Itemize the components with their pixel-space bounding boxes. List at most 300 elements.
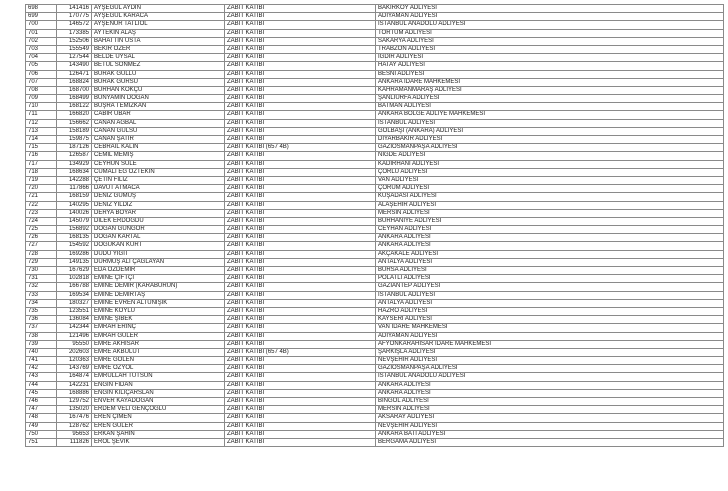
job-title-cell: ZABIT KATİBİ xyxy=(225,13,376,21)
full-name-cell: EMRE GÖLEN xyxy=(92,357,225,365)
table-row xyxy=(26,291,724,299)
assigned-court-cell: VAN ADLİYESİ xyxy=(376,176,724,184)
personnel-table xyxy=(25,4,724,447)
assigned-court-cell: ŞANLIURFA ADLİYESİ xyxy=(376,95,724,103)
table-row xyxy=(26,324,724,332)
full-name-cell: DERYA BOYAR xyxy=(92,209,225,217)
assigned-court-cell: ANKARA ADLİYESİ xyxy=(376,234,724,242)
table-row xyxy=(26,111,724,119)
full-name-cell: CANAN AĞBAL xyxy=(92,119,225,127)
personnel-table-body xyxy=(26,5,724,447)
full-name-cell: EMİNE DEMİR (KARABURUN) xyxy=(92,283,225,291)
row-number-cell: 733 xyxy=(26,291,57,299)
full-name-cell: EREN ÇİMEN xyxy=(92,414,225,422)
table-row xyxy=(26,283,724,291)
assigned-court-cell: İSTANBUL ADLİYESİ xyxy=(376,119,724,127)
full-name-cell: EMİNE DEMİRTAŞ xyxy=(92,291,225,299)
row-number-cell: 714 xyxy=(26,136,57,144)
assigned-court-cell: CEYHAN ADLİYESİ xyxy=(376,226,724,234)
row-number-cell: 748 xyxy=(26,414,57,422)
registry-number-cell: 140295 xyxy=(57,201,92,209)
full-name-cell: CANAN GÜLSÜ xyxy=(92,127,225,135)
assigned-court-cell: SAKARYA ADLİYESİ xyxy=(376,37,724,45)
row-number-cell: 721 xyxy=(26,193,57,201)
assigned-court-cell: BERGAMA ADLİYESİ xyxy=(376,438,724,446)
assigned-court-cell: AKÇAKALE ADLİYESİ xyxy=(376,250,724,258)
assigned-court-cell: NEVŞEHİR ADLİYESİ xyxy=(376,357,724,365)
row-number-cell: 704 xyxy=(26,54,57,62)
assigned-court-cell: AKSARAY ADLİYESİ xyxy=(376,414,724,422)
full-name-cell: EMİNE ŞİBEK xyxy=(92,316,225,324)
job-title-cell: ZABIT KATİBİ xyxy=(225,136,376,144)
registry-number-cell: 121496 xyxy=(57,332,92,340)
registry-number-cell: 120363 xyxy=(57,357,92,365)
job-title-cell: ZABIT KATİBİ xyxy=(225,340,376,348)
row-number-cell: 732 xyxy=(26,283,57,291)
job-title-cell: ZABIT KATİBİ xyxy=(225,37,376,45)
row-number-cell: 745 xyxy=(26,389,57,397)
row-number-cell: 711 xyxy=(26,111,57,119)
row-number-cell: 702 xyxy=(26,37,57,45)
table-row xyxy=(26,406,724,414)
registry-number-cell: 123551 xyxy=(57,307,92,315)
assigned-court-cell: ÇORUM ADLİYESİ xyxy=(376,185,724,193)
full-name-cell: BEKİR ÖZER xyxy=(92,45,225,53)
assigned-court-cell: HAZRO ADLİYESİ xyxy=(376,307,724,315)
registry-number-cell: 166820 xyxy=(57,111,92,119)
table-row xyxy=(26,37,724,45)
row-number-cell: 744 xyxy=(26,381,57,389)
assigned-court-cell: KAYSERİ ADLİYESİ xyxy=(376,316,724,324)
table-row xyxy=(26,152,724,160)
job-title-cell: ZABIT KATİBİ (657 4B) xyxy=(225,144,376,152)
row-number-cell: 751 xyxy=(26,438,57,446)
registry-number-cell: 126587 xyxy=(57,152,92,160)
row-number-cell: 718 xyxy=(26,168,57,176)
table-row xyxy=(26,299,724,307)
job-title-cell: ZABIT KATİBİ xyxy=(225,29,376,37)
full-name-cell: ERDEM VELİ GENÇOĞLU xyxy=(92,406,225,414)
job-title-cell: ZABIT KATİBİ xyxy=(225,234,376,242)
table-row xyxy=(26,373,724,381)
registry-number-cell: 102818 xyxy=(57,275,92,283)
assigned-court-cell: GÖLBAŞI (ANKARA) ADLİYESİ xyxy=(376,127,724,135)
table-row xyxy=(26,201,724,209)
assigned-court-cell: NEVŞEHİR ADLİYESİ xyxy=(376,422,724,430)
table-row xyxy=(26,381,724,389)
full-name-cell: CEBRAİL KALIN xyxy=(92,144,225,152)
table-row xyxy=(26,160,724,168)
job-title-cell: ZABIT KATİBİ xyxy=(225,45,376,53)
row-number-cell: 730 xyxy=(26,267,57,275)
full-name-cell: BURAK GÜRSU xyxy=(92,78,225,86)
row-number-cell: 719 xyxy=(26,176,57,184)
full-name-cell: DAVUT ATMACA xyxy=(92,185,225,193)
full-name-cell: AYŞENUR TATLIOL xyxy=(92,21,225,29)
table-row xyxy=(26,332,724,340)
row-number-cell: 713 xyxy=(26,127,57,135)
job-title-cell: ZABIT KATİBİ xyxy=(225,299,376,307)
assigned-court-cell: GAZİOSMANPAŞA ADLİYESİ xyxy=(376,365,724,373)
full-name-cell: EMRE AKHİSAR xyxy=(92,340,225,348)
table-row xyxy=(26,389,724,397)
table-row xyxy=(26,45,724,53)
assigned-court-cell: MERSİN ADLİYESİ xyxy=(376,209,724,217)
assigned-court-cell: ALAŞEHİR ADLİYESİ xyxy=(376,201,724,209)
table-row xyxy=(26,54,724,62)
table-row xyxy=(26,365,724,373)
table-row xyxy=(26,70,724,78)
row-number-cell: 729 xyxy=(26,258,57,266)
full-name-cell: EROL ŞEVİK xyxy=(92,438,225,446)
table-row xyxy=(26,78,724,86)
table-row xyxy=(26,5,724,13)
row-number-cell: 707 xyxy=(26,78,57,86)
job-title-cell: ZABIT KATİBİ xyxy=(225,307,376,315)
job-title-cell: ZABIT KATİBİ xyxy=(225,373,376,381)
job-title-cell: ZABIT KATİBİ xyxy=(225,267,376,275)
row-number-cell: 712 xyxy=(26,119,57,127)
full-name-cell: DUDU YİĞİT xyxy=(92,250,225,258)
registry-number-cell: 142344 xyxy=(57,324,92,332)
table-row xyxy=(26,430,724,438)
registry-number-cell: 156892 xyxy=(57,226,92,234)
registry-number-cell: 95653 xyxy=(57,430,92,438)
job-title-cell: ZABIT KATİBİ xyxy=(225,389,376,397)
job-title-cell: ZABIT KATİBİ xyxy=(225,258,376,266)
job-title-cell: ZABIT KATİBİ xyxy=(225,86,376,94)
registry-number-cell: 111826 xyxy=(57,438,92,446)
row-number-cell: 700 xyxy=(26,21,57,29)
job-title-cell: ZABIT KATİBİ xyxy=(225,430,376,438)
row-number-cell: 738 xyxy=(26,332,57,340)
registry-number-cell: 168159 xyxy=(57,193,92,201)
job-title-cell: ZABIT KATİBİ xyxy=(225,357,376,365)
job-title-cell: ZABIT KATİBİ (657 4B) xyxy=(225,348,376,356)
table-row xyxy=(26,95,724,103)
assigned-court-cell: BESNİ ADLİYESİ xyxy=(376,70,724,78)
job-title-cell: ZABIT KATİBİ xyxy=(225,226,376,234)
table-row xyxy=(26,316,724,324)
table-row xyxy=(26,438,724,446)
row-number-cell: 742 xyxy=(26,365,57,373)
job-title-cell: ZABIT KATİBİ xyxy=(225,119,376,127)
row-number-cell: 731 xyxy=(26,275,57,283)
assigned-court-cell: BATMAN ADLİYESİ xyxy=(376,103,724,111)
registry-number-cell: 126471 xyxy=(57,70,92,78)
table-row xyxy=(26,21,724,29)
row-number-cell: 698 xyxy=(26,5,57,13)
assigned-court-cell: İĞDIR ADLİYESİ xyxy=(376,54,724,62)
job-title-cell: ZABIT KATİBİ xyxy=(225,78,376,86)
row-number-cell: 699 xyxy=(26,13,57,21)
table-row xyxy=(26,176,724,184)
registry-number-cell: 146572 xyxy=(57,21,92,29)
assigned-court-cell: ADIYAMAN ADLİYESİ xyxy=(376,332,724,340)
job-title-cell: ZABIT KATİBİ xyxy=(225,406,376,414)
job-title-cell: ZABIT KATİBİ xyxy=(225,95,376,103)
job-title-cell: ZABIT KATİBİ xyxy=(225,127,376,135)
job-title-cell: ZABIT KATİBİ xyxy=(225,250,376,258)
registry-number-cell: 164874 xyxy=(57,373,92,381)
job-title-cell: ZABIT KATİBİ xyxy=(225,201,376,209)
assigned-court-cell: BURHANİYE ADLİYESİ xyxy=(376,217,724,225)
row-number-cell: 709 xyxy=(26,95,57,103)
registry-number-cell: 168634 xyxy=(57,168,92,176)
full-name-cell: CUMALİ EĞ ÖZTEKİN xyxy=(92,168,225,176)
table-row xyxy=(26,127,724,135)
row-number-cell: 705 xyxy=(26,62,57,70)
row-number-cell: 716 xyxy=(26,152,57,160)
row-number-cell: 720 xyxy=(26,185,57,193)
full-name-cell: EMRAH ERİNÇ xyxy=(92,324,225,332)
full-name-cell: BURHAN KÖKÇÜ xyxy=(92,86,225,94)
job-title-cell: ZABIT KATİBİ xyxy=(225,438,376,446)
job-title-cell: ZABIT KATİBİ xyxy=(225,414,376,422)
job-title-cell: ZABIT KATİBİ xyxy=(225,398,376,406)
assigned-court-cell: TORTUM ADLİYESİ xyxy=(376,29,724,37)
job-title-cell: ZABIT KATİBİ xyxy=(225,291,376,299)
table-row xyxy=(26,209,724,217)
job-title-cell: ZABIT KATİBİ xyxy=(225,103,376,111)
job-title-cell: ZABIT KATİBİ xyxy=(225,5,376,13)
registry-number-cell: 134929 xyxy=(57,160,92,168)
row-number-cell: 750 xyxy=(26,430,57,438)
table-row xyxy=(26,422,724,430)
table-row xyxy=(26,193,724,201)
assigned-court-cell: HATAY ADLİYESİ xyxy=(376,62,724,70)
job-title-cell: ZABIT KATİBİ xyxy=(225,21,376,29)
full-name-cell: EREN GÜLER xyxy=(92,422,225,430)
table-row xyxy=(26,168,724,176)
full-name-cell: ENGİN FİDAN xyxy=(92,381,225,389)
row-number-cell: 734 xyxy=(26,299,57,307)
registry-number-cell: 142231 xyxy=(57,381,92,389)
assigned-court-cell: DİYARBAKIR ADLİYESİ xyxy=(376,136,724,144)
job-title-cell: ZABIT KATİBİ xyxy=(225,193,376,201)
registry-number-cell: 166788 xyxy=(57,283,92,291)
registry-number-cell: 202603 xyxy=(57,348,92,356)
registry-number-cell: 168824 xyxy=(57,78,92,86)
full-name-cell: AYŞEGÜL AYDIN xyxy=(92,5,225,13)
row-number-cell: 722 xyxy=(26,201,57,209)
full-name-cell: DOĞAN KARTAL xyxy=(92,234,225,242)
table-row xyxy=(26,217,724,225)
assigned-court-cell: AFYONKARAHİSAR İDARE MAHKEMESİ xyxy=(376,340,724,348)
full-name-cell: AYTEKİN ALAŞ xyxy=(92,29,225,37)
table-row xyxy=(26,226,724,234)
job-title-cell: ZABIT KATİBİ xyxy=(225,209,376,217)
table-row xyxy=(26,275,724,283)
assigned-court-cell: İSTANBUL ADLİYESİ xyxy=(376,291,724,299)
table-row xyxy=(26,185,724,193)
registry-number-cell: 154592 xyxy=(57,242,92,250)
full-name-cell: BURAK GÜLLÜ xyxy=(92,70,225,78)
table-row xyxy=(26,398,724,406)
registry-number-cell: 158189 xyxy=(57,127,92,135)
job-title-cell: ZABIT KATİBİ xyxy=(225,283,376,291)
assigned-court-cell: GAZİANTEP ADLİYESİ xyxy=(376,283,724,291)
assigned-court-cell: ANTALYA ADLİYESİ xyxy=(376,258,724,266)
job-title-cell: ZABIT KATİBİ xyxy=(225,332,376,340)
full-name-cell: BETÜL SÖNMEZ xyxy=(92,62,225,70)
full-name-cell: EMRE AKBULUT xyxy=(92,348,225,356)
registry-number-cell: 128762 xyxy=(57,422,92,430)
registry-number-cell: 169286 xyxy=(57,250,92,258)
assigned-court-cell: VAN İDARE MAHKEMESİ xyxy=(376,324,724,332)
table-row xyxy=(26,119,724,127)
assigned-court-cell: MERSİN ADLİYESİ xyxy=(376,406,724,414)
job-title-cell: ZABIT KATİBİ xyxy=(225,381,376,389)
job-title-cell: ZABIT KATİBİ xyxy=(225,160,376,168)
full-name-cell: BÜŞRA TEMİZKAN xyxy=(92,103,225,111)
registry-number-cell: 140026 xyxy=(57,209,92,217)
full-name-cell: BÜNYAMİN DOĞAN xyxy=(92,95,225,103)
registry-number-cell: 167629 xyxy=(57,267,92,275)
assigned-court-cell: BİNGÖL ADLİYESİ xyxy=(376,398,724,406)
full-name-cell: EMİNE KÖYLÜ xyxy=(92,307,225,315)
registry-number-cell: 168499 xyxy=(57,95,92,103)
row-number-cell: 727 xyxy=(26,242,57,250)
full-name-cell: BELDE UYSAL xyxy=(92,54,225,62)
assigned-court-cell: KUŞADASI ADLİYESİ xyxy=(376,193,724,201)
assigned-court-cell: ANTALYA ADLİYESİ xyxy=(376,299,724,307)
registry-number-cell: 141416 xyxy=(57,5,92,13)
job-title-cell: ZABIT KATİBİ xyxy=(225,217,376,225)
row-number-cell: 703 xyxy=(26,45,57,53)
registry-number-cell: 143490 xyxy=(57,62,92,70)
registry-number-cell: 155549 xyxy=(57,45,92,53)
full-name-cell: ÇETİN FİLİZ xyxy=(92,176,225,184)
job-title-cell: ZABIT KATİBİ xyxy=(225,54,376,62)
table-row xyxy=(26,13,724,21)
table-row xyxy=(26,414,724,422)
assigned-court-cell: İSTANBUL ANADOLU ADLİYESİ xyxy=(376,373,724,381)
registry-number-cell: 168886 xyxy=(57,389,92,397)
job-title-cell: ZABIT KATİBİ xyxy=(225,275,376,283)
full-name-cell: ENGİN KILIÇARSLAN xyxy=(92,389,225,397)
row-number-cell: 737 xyxy=(26,324,57,332)
assigned-court-cell: ANKARA BÖLGE ADLİYE MAHKEMESİ xyxy=(376,111,724,119)
registry-number-cell: 135020 xyxy=(57,406,92,414)
row-number-cell: 724 xyxy=(26,217,57,225)
assigned-court-cell: BURSA ADLİYESİ xyxy=(376,267,724,275)
registry-number-cell: 168122 xyxy=(57,103,92,111)
job-title-cell: ZABIT KATİBİ xyxy=(225,168,376,176)
registry-number-cell: 173385 xyxy=(57,29,92,37)
table-row xyxy=(26,29,724,37)
registry-number-cell: 167476 xyxy=(57,414,92,422)
row-number-cell: 723 xyxy=(26,209,57,217)
full-name-cell: DOĞAN GÜNGÖR xyxy=(92,226,225,234)
table-row xyxy=(26,242,724,250)
row-number-cell: 743 xyxy=(26,373,57,381)
row-number-cell: 741 xyxy=(26,357,57,365)
assigned-court-cell: BAKIRKÖY ADLİYESİ xyxy=(376,5,724,13)
row-number-cell: 726 xyxy=(26,234,57,242)
registry-number-cell: 129752 xyxy=(57,398,92,406)
job-title-cell: ZABIT KATİBİ xyxy=(225,70,376,78)
full-name-cell: CEYHUN SÜLE xyxy=(92,160,225,168)
assigned-court-cell: KAHRAMANMARAŞ ADLİYESİ xyxy=(376,86,724,94)
table-row xyxy=(26,103,724,111)
row-number-cell: 746 xyxy=(26,398,57,406)
registry-number-cell: 169534 xyxy=(57,291,92,299)
full-name-cell: EMRULLAH TUTSUN xyxy=(92,373,225,381)
table-row xyxy=(26,136,724,144)
row-number-cell: 710 xyxy=(26,103,57,111)
row-number-cell: 736 xyxy=(26,316,57,324)
row-number-cell: 706 xyxy=(26,70,57,78)
registry-number-cell: 136084 xyxy=(57,316,92,324)
table-row xyxy=(26,357,724,365)
full-name-cell: BAHATTİN USTA xyxy=(92,37,225,45)
assigned-court-cell: ANKARA ADLİYESİ xyxy=(376,389,724,397)
registry-number-cell: 143769 xyxy=(57,365,92,373)
table-row xyxy=(26,234,724,242)
full-name-cell: EMİNE ÇİFTÇİ xyxy=(92,275,225,283)
assigned-court-cell: ADIYAMAN ADLİYESİ xyxy=(376,13,724,21)
full-name-cell: CEMİL MEMİŞ xyxy=(92,152,225,160)
table-row xyxy=(26,267,724,275)
assigned-court-cell: ANKARA ADLİYESİ xyxy=(376,381,724,389)
registry-number-cell: 149135 xyxy=(57,258,92,266)
row-number-cell: 735 xyxy=(26,307,57,315)
row-number-cell: 715 xyxy=(26,144,57,152)
table-row xyxy=(26,62,724,70)
full-name-cell: EMİNE EVREN ALTUNIŞIK xyxy=(92,299,225,307)
job-title-cell: ZABIT KATİBİ xyxy=(225,365,376,373)
full-name-cell: DENİZ GÜMÜŞ xyxy=(92,193,225,201)
row-number-cell: 740 xyxy=(26,348,57,356)
row-number-cell: 749 xyxy=(26,422,57,430)
job-title-cell: ZABIT KATİBİ xyxy=(225,316,376,324)
assigned-court-cell: ŞARKIŞLA ADLİYESİ xyxy=(376,348,724,356)
full-name-cell: EDA ÖZDEMİR xyxy=(92,267,225,275)
registry-number-cell: 187126 xyxy=(57,144,92,152)
registry-number-cell: 117866 xyxy=(57,185,92,193)
registry-number-cell: 170775 xyxy=(57,13,92,21)
assigned-court-cell: ANKARA BATI ADLİYESİ xyxy=(376,430,724,438)
registry-number-cell: 156662 xyxy=(57,119,92,127)
row-number-cell: 739 xyxy=(26,340,57,348)
full-name-cell: DOĞUKAN KURT xyxy=(92,242,225,250)
table-row xyxy=(26,144,724,152)
full-name-cell: AYŞEGÜL KARACA xyxy=(92,13,225,21)
assigned-court-cell: NİĞDE ADLİYESİ xyxy=(376,152,724,160)
full-name-cell: ENVER KAYADOĞAN xyxy=(92,398,225,406)
registry-number-cell: 180327 xyxy=(57,299,92,307)
assigned-court-cell: POLATLI ADLİYESİ xyxy=(376,275,724,283)
table-row xyxy=(26,340,724,348)
registry-number-cell: 95550 xyxy=(57,340,92,348)
row-number-cell: 728 xyxy=(26,250,57,258)
full-name-cell: EMRE ÖZYOL xyxy=(92,365,225,373)
full-name-cell: DİLEK ERDOĞDU xyxy=(92,217,225,225)
job-title-cell: ZABIT KATİBİ xyxy=(225,185,376,193)
registry-number-cell: 168700 xyxy=(57,86,92,94)
row-number-cell: 747 xyxy=(26,406,57,414)
full-name-cell: CABİR UBAR xyxy=(92,111,225,119)
full-name-cell: ERKAN ŞAHİN xyxy=(92,430,225,438)
registry-number-cell: 152506 xyxy=(57,37,92,45)
job-title-cell: ZABIT KATİBİ xyxy=(225,62,376,70)
registry-number-cell: 159875 xyxy=(57,136,92,144)
table-row xyxy=(26,307,724,315)
row-number-cell: 717 xyxy=(26,160,57,168)
full-name-cell: CANAN ŞATIR xyxy=(92,136,225,144)
registry-number-cell: 142288 xyxy=(57,176,92,184)
